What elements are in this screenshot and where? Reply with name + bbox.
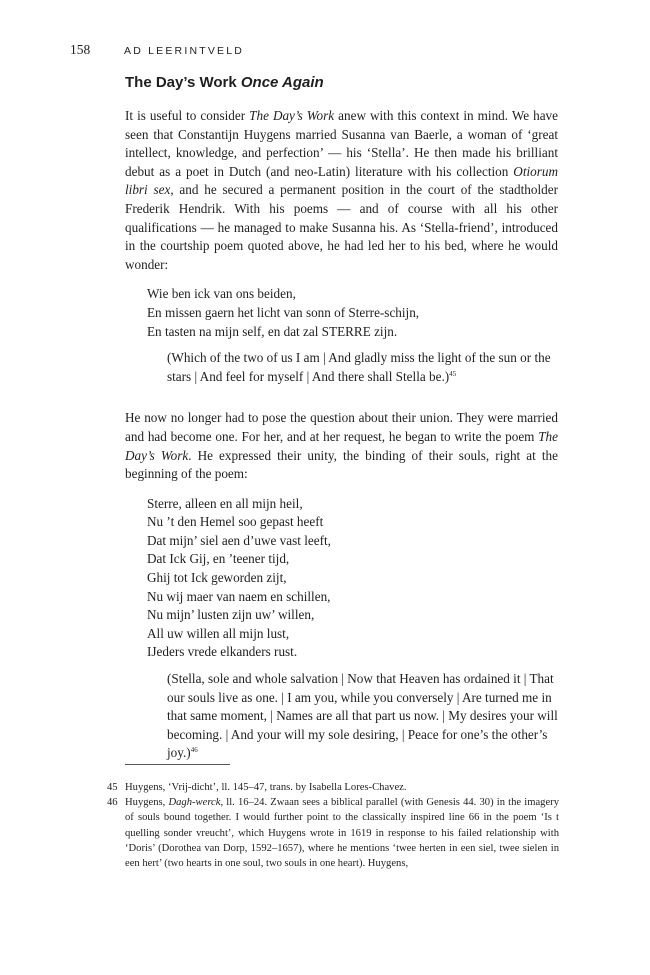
translation-1 — [167, 349, 558, 386]
verse-line: Nu wij maer van naem en schillen, — [147, 588, 331, 604]
poem-quote-2 — [147, 495, 558, 662]
italic-title: The Day’s Work — [125, 428, 558, 463]
italic-title: Otiorum libri sex — [125, 163, 558, 198]
section-title — [125, 71, 558, 95]
verse-line: Nu ’t den Hemel soo gepast heeft — [147, 514, 324, 530]
section-title-italic: Once Again — [240, 74, 324, 91]
footnote — [107, 780, 559, 795]
text-run: anew with this context in mind. We have seen that Constantijn Huygens married Susanna van Baerle, a woman of ‘great intellect, knowledge, and perfection’ — his ‘Stella’. He then made his brilliant debut as a poet in Dutch (and neo-Latin) literature with his collection — [125, 108, 559, 179]
text-run: . He expressed their unity, the binding of their souls, right at the beginning of the poem: — [125, 447, 558, 482]
footnote — [107, 795, 559, 871]
text-run: Huygens, — [125, 797, 169, 809]
running-header — [70, 42, 244, 58]
running-author: AD LEERINTVELD — [124, 45, 245, 57]
main-text — [125, 71, 558, 763]
paragraph-2 — [125, 409, 558, 483]
footnote-marker[interactable]: 46 — [190, 746, 198, 755]
footnote-divider — [125, 764, 230, 765]
verse-line: Nu mijn’ lusten zijn uw’ willen, — [147, 607, 315, 623]
text-run: Huygens, ‘Vrij-dicht’, ll. 145–47, trans. by Isabella Lores-Chavez. — [125, 782, 407, 793]
verse-line: IJeders vrede elkanders rust. — [147, 644, 298, 660]
verse-line: En missen gaern het licht van sonn of Sterre-schijn, — [147, 304, 420, 320]
verse-line: Sterre, alleen en all mijn heil, — [147, 495, 303, 511]
verse-line: Wie ben ick van ons beiden, — [147, 286, 296, 302]
verse-line: Ghij tot Ick geworden zijt, — [147, 570, 287, 586]
section-title-plain: The Day’s Work — [125, 74, 241, 91]
verse-line: Dat mijn’ siel aen d’uwe vast leeft, — [147, 532, 331, 548]
italic-title: The Day’s Work — [249, 108, 335, 123]
footnote-marker[interactable]: 45 — [449, 369, 457, 378]
verse-line: Dat Ick Gij, en ’teener tijd, — [147, 551, 290, 567]
footnote-text — [125, 780, 559, 795]
text-run: , ll. 16–24. Zwaan sees a biblical parallel (with Genesis 44. 30) in the imagery of souls bound together. I would further point to the classically inspired line 66 in the poem ‘Is t quelling sonder vreucht’, which Huygens wrote in 1619 in response to his failed relationship with ‘Doris’ (Dorothea van Dorp, 1592–1657), where he mentions ‘twee herten in een siel, twee sielen in een hert’ (two hearts in one soul, two souls in one heart). Huygens, — [125, 797, 559, 870]
poem-quote-1 — [147, 285, 558, 341]
footnote-number: 46 — [107, 797, 118, 809]
translation-text: (Stella, sole and whole salvation | Now that Heaven has ordained it | That our souls live as one. | I am you, while you conversely | Are turned me in that same moment, | Names are all that part us now. | My desires your will becoming. | And your will my sole desiring, | Peace for one’s the other’s joy.) — [167, 671, 558, 761]
page-number: 158 — [70, 42, 91, 57]
footnote-text — [125, 795, 559, 871]
footnotes — [107, 780, 559, 871]
translation-text: (Which of the two of us I am | And gladly miss the light of the sun or the stars | And feel for myself | And there shall Stella be.) — [167, 350, 551, 384]
paragraph-1 — [125, 107, 558, 274]
verse-line: All uw willen all mijn lust, — [147, 625, 290, 641]
text-run: It is useful to consider — [125, 108, 250, 123]
text-run: , and he secured a permanent position in the court of the stadtholder Frederik Hendrik. With his poems — and of course with all his other qualifications — he managed to make Susanna his. As ‘Stella-friend’, introduced in the courtship poem quoted above, he had led her to his bed, where he would wonder: — [125, 182, 558, 272]
italic-title: Dagh-werck — [168, 797, 221, 809]
translation-2 — [167, 670, 558, 763]
text-run: He now no longer had to pose the question about their union. They were married and had become one. For her, and at her request, he began to write the poem — [125, 410, 558, 444]
verse-line: En tasten na mijn self, en dat zal STERRE zijn. — [147, 323, 398, 339]
footnote-number: 45 — [107, 782, 118, 793]
